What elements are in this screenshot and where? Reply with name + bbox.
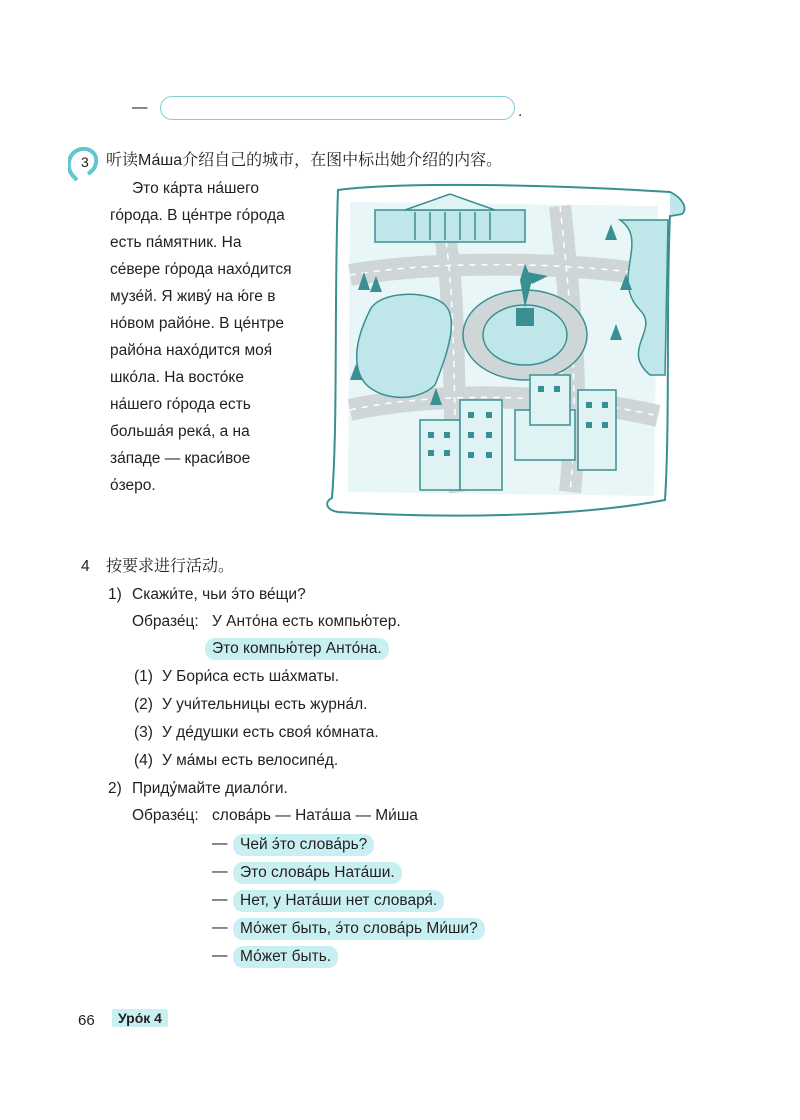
sample-line: У Анто́на есть компью́тер. xyxy=(212,613,401,630)
part-2-title: Приду́майте диало́ги. xyxy=(132,780,288,797)
sample-answer-highlight: Это компью́тер Анто́на. xyxy=(205,638,389,660)
text-line: о́зеро. xyxy=(110,477,156,494)
dialog-line-highlight: Нет, у Ната́ши нет словаря́. xyxy=(233,890,444,912)
exercise-4-number: 4 xyxy=(81,558,90,575)
item-text: У Бори́са есть ша́хматы. xyxy=(162,668,340,685)
text-line: Это ка́рта на́шего xyxy=(132,180,260,197)
text-line: райо́на нахо́дится моя́ xyxy=(110,342,273,359)
text-line: на́шего го́рода есть xyxy=(110,396,251,413)
sample-label: Образе́ц: xyxy=(132,613,199,630)
exercise-4-instruction: 按要求进行活动。 xyxy=(106,558,235,575)
item-number: (2) xyxy=(134,696,153,713)
page-number: 66 xyxy=(78,1012,95,1029)
answer-dash: — xyxy=(132,99,148,116)
item-number: (4) xyxy=(134,752,153,769)
sample-line: слова́рь — Ната́ша — Ми́ша xyxy=(212,807,418,824)
part-2-number: 2) xyxy=(108,780,122,797)
dialog-line-highlight: Это слова́рь Ната́ши. xyxy=(233,862,402,884)
dialog-dash: — xyxy=(212,835,228,852)
part-1-title: Скажи́те, чьи э́то ве́щи? xyxy=(132,586,306,603)
dialog-line-highlight: Мо́жет быть. xyxy=(233,946,338,968)
dialog-line-highlight: Мо́жет быть, э́то слова́рь Ми́ши? xyxy=(233,918,485,940)
answer-input-field[interactable] xyxy=(160,96,515,120)
text-line: за́паде — краси́вое xyxy=(110,450,251,467)
lesson-tag: Уро́к 4 xyxy=(112,1009,168,1027)
sample-label: Образе́ц: xyxy=(132,807,199,824)
text-line: есть па́мятник. На xyxy=(110,234,242,251)
text-line: се́вере го́рода нахо́дится xyxy=(110,261,292,278)
dialog-dash: — xyxy=(212,891,228,908)
item-number: (1) xyxy=(134,668,153,685)
exercise-3-instruction: 听读Ма́ша介绍自己的城市，在图中标出她介绍的内容。 xyxy=(106,152,503,169)
text-line: шко́ла. На восто́ке xyxy=(110,369,244,386)
item-text: У учи́тельницы есть журна́л. xyxy=(162,696,368,713)
dialog-line-highlight: Чей э́то слова́рь? xyxy=(233,834,374,856)
answer-period: . xyxy=(518,103,523,120)
item-text: У де́душки есть своя́ ко́мната. xyxy=(162,724,379,741)
city-map-illustration xyxy=(320,180,692,530)
exercise-3-number: 3 xyxy=(81,154,89,170)
dialog-dash: — xyxy=(212,947,228,964)
part-1-number: 1) xyxy=(108,586,122,603)
item-text: У ма́мы есть велосипе́д. xyxy=(162,752,339,769)
item-number: (3) xyxy=(134,724,153,741)
text-line: го́рода. В це́нтре го́рода xyxy=(110,207,285,224)
text-line: музе́й. Я живу́ на ю́ге в xyxy=(110,288,276,305)
text-line: больша́я река́, а на xyxy=(110,423,250,440)
dialog-dash: — xyxy=(212,919,228,936)
text-line: но́вом райо́не. В це́нтре xyxy=(110,315,285,332)
reading-text xyxy=(110,180,310,520)
dialog-dash: — xyxy=(212,863,228,880)
